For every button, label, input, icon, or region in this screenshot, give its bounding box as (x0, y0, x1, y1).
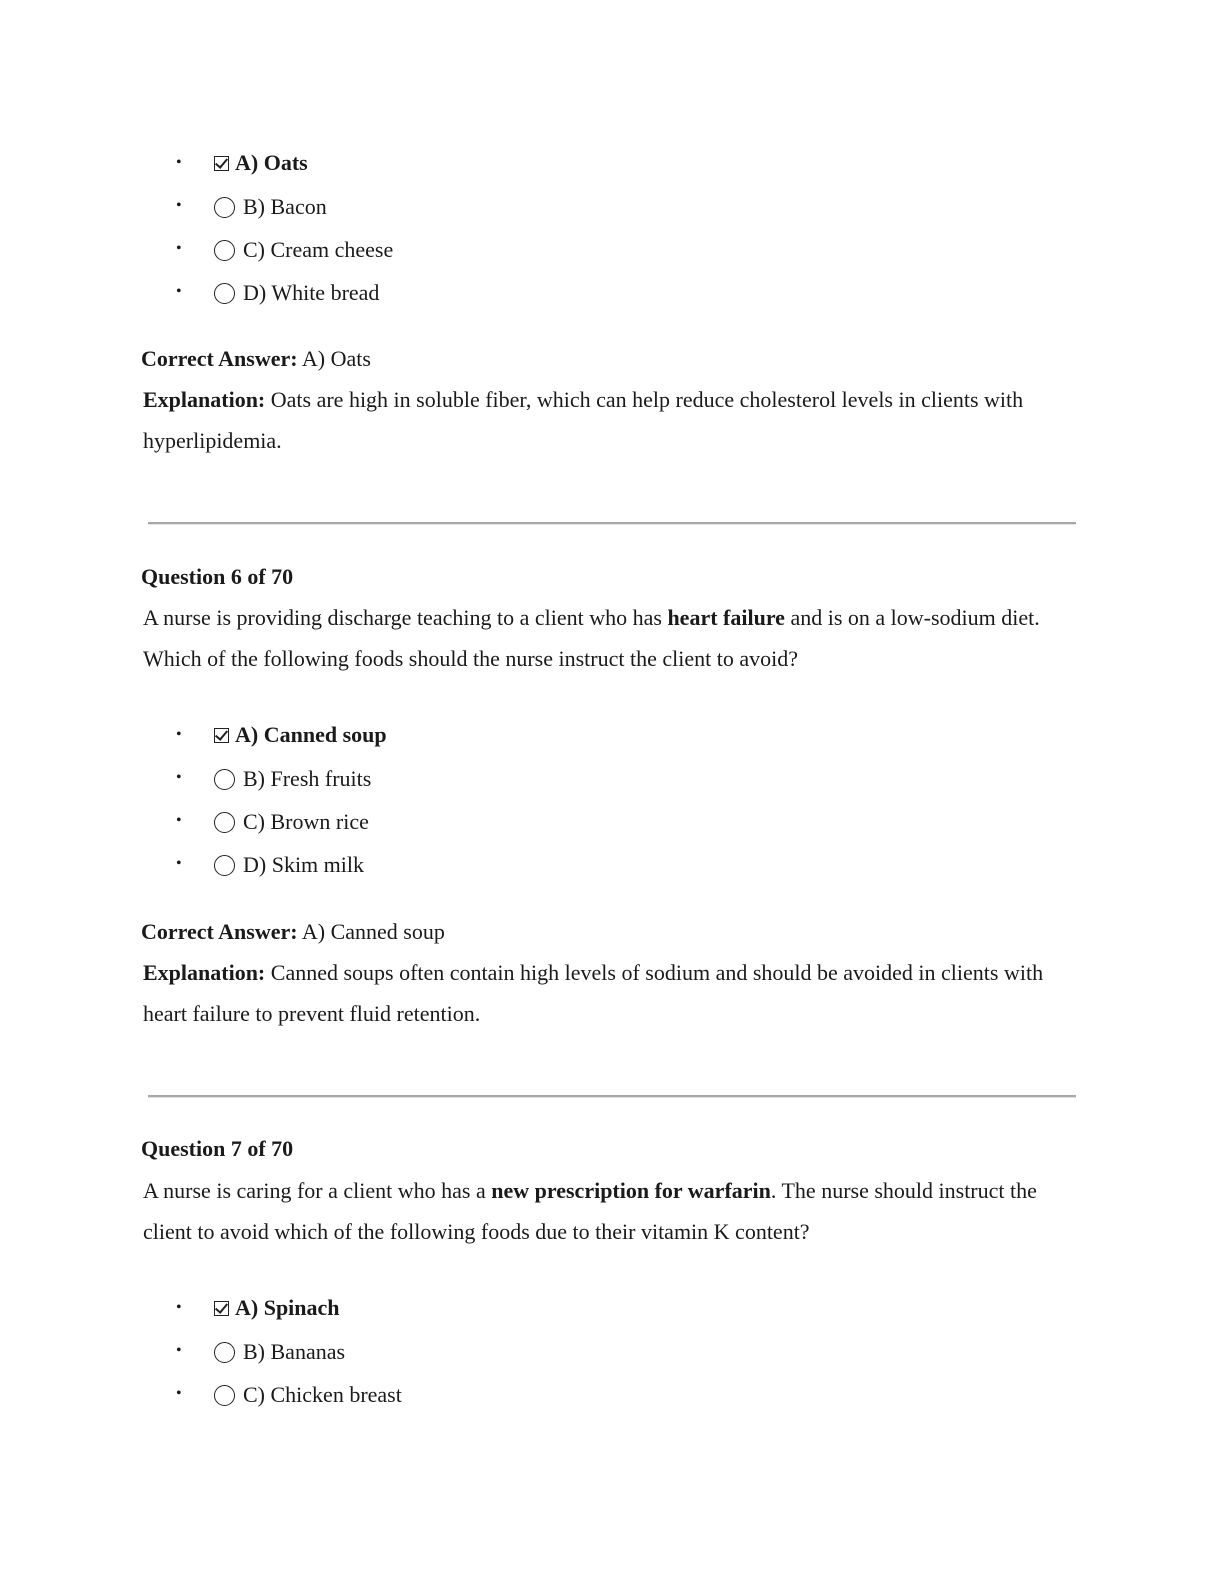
question-7-prompt: A nurse is caring for a client who has a new prescription for warfarin. The nurse should instruct the client to avoid which of the following foods due to their vitamin K content? (143, 1178, 1037, 1244)
bullet: • (176, 1385, 182, 1402)
bullet: • (176, 726, 182, 743)
list-item[interactable] (0, 765, 1224, 808)
option-a[interactable]: A) Spinach (214, 1295, 340, 1321)
checkbox-checked-icon[interactable] (214, 156, 229, 171)
list-item[interactable] (0, 1295, 1224, 1338)
bullet: • (176, 855, 182, 872)
option-b[interactable]: B) Bacon (214, 193, 327, 220)
option-b[interactable]: B) Fresh fruits (214, 765, 371, 792)
q5-options (0, 150, 1224, 322)
bullet: • (176, 1342, 182, 1359)
divider (148, 1095, 1076, 1098)
question-7-title: Question 7 of 70 (141, 1136, 294, 1161)
list-item[interactable] (0, 236, 1224, 279)
option-c[interactable]: C) Chicken breast (214, 1381, 402, 1408)
q5-correct-answer: Correct Answer: A) Oats (141, 346, 371, 371)
radio-empty-icon[interactable] (214, 197, 235, 218)
list-item[interactable] (0, 1338, 1224, 1381)
radio-empty-icon[interactable] (214, 812, 235, 833)
checkbox-checked-icon[interactable] (214, 728, 229, 743)
radio-empty-icon[interactable] (214, 855, 235, 876)
checkbox-checked-icon[interactable] (214, 1301, 229, 1316)
bullet: • (176, 240, 182, 257)
q7-options (0, 1295, 1224, 1424)
option-c[interactable]: C) Brown rice (214, 808, 369, 835)
option-d[interactable]: D) White bread (214, 279, 379, 306)
question-6-prompt: A nurse is providing discharge teaching to a client who has heart failure and is on a low-sodium diet. Which of the following foods should the nurse instruct the client to avoid? (143, 605, 1040, 671)
radio-empty-icon[interactable] (214, 240, 235, 261)
bullet: • (176, 1299, 182, 1316)
option-a[interactable]: A) Oats (214, 150, 308, 176)
list-item[interactable] (0, 851, 1224, 894)
q5-explanation: Explanation: Oats are high in soluble fiber, which can help reduce cholesterol levels in clients with hyperlipidemia. (143, 387, 1024, 453)
bullet: • (176, 197, 182, 214)
option-c[interactable]: C) Cream cheese (214, 236, 393, 263)
bullet: • (176, 154, 182, 171)
q6-explanation: Explanation: Canned soups often contain high levels of sodium and should be avoided in clients with heart failure to prevent fluid retention. (143, 960, 1044, 1026)
radio-empty-icon[interactable] (214, 769, 235, 790)
q6-options (0, 722, 1224, 894)
question-6-title: Question 6 of 70 (141, 564, 294, 589)
option-b[interactable]: B) Bananas (214, 1338, 345, 1365)
bullet: • (176, 283, 182, 300)
bullet: • (176, 769, 182, 786)
list-item[interactable] (0, 722, 1224, 765)
radio-empty-icon[interactable] (214, 283, 235, 304)
q6-correct-answer: Correct Answer: A) Canned soup (141, 919, 445, 944)
list-item[interactable] (0, 1381, 1224, 1424)
list-item[interactable] (0, 193, 1224, 236)
list-item[interactable] (0, 808, 1224, 851)
option-a[interactable]: A) Canned soup (214, 722, 387, 748)
radio-empty-icon[interactable] (214, 1342, 235, 1363)
divider (148, 522, 1076, 525)
list-item[interactable] (0, 150, 1224, 193)
option-d[interactable]: D) Skim milk (214, 851, 364, 878)
radio-empty-icon[interactable] (214, 1385, 235, 1406)
list-item[interactable] (0, 279, 1224, 322)
bullet: • (176, 812, 182, 829)
